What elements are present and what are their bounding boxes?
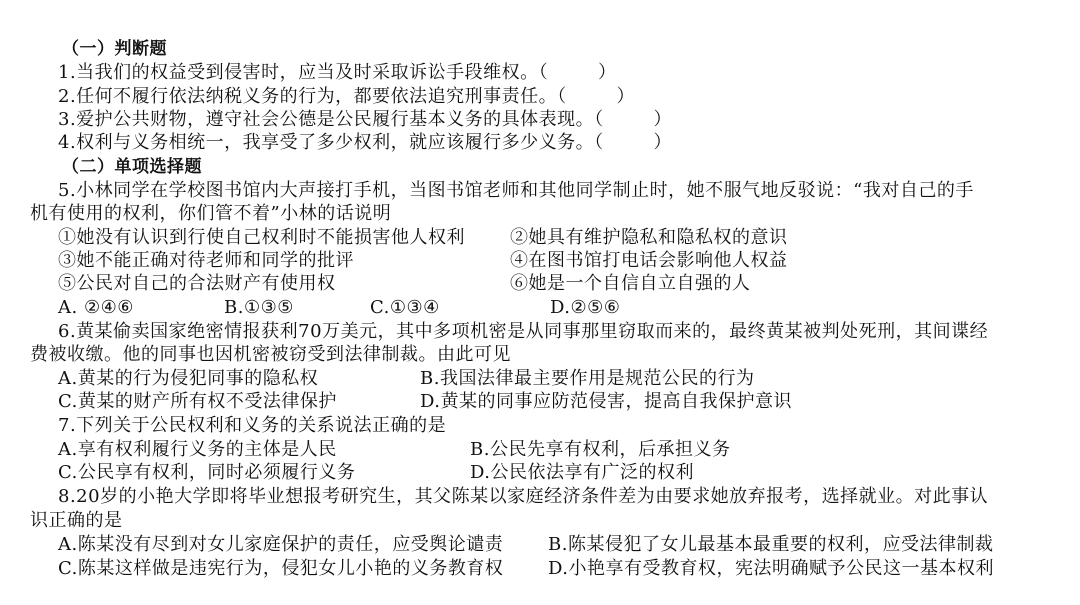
question-5-statement-6: ⑥她是一个自信自立自强的人 xyxy=(510,273,751,294)
question-6-option-a: A.黄某的行为侵犯同事的隐私权 xyxy=(58,368,319,389)
question-6-option-b: B.我国法律最主要作用是规范公民的行为 xyxy=(420,368,755,389)
section-heading-choice: （二）单项选择题 xyxy=(62,157,202,177)
question-7-option-a: A.享有权利履行义务的主体是人民 xyxy=(58,439,337,460)
question-5-statement-1: ①她没有认识到行使自己权利时不能损害他人权利 xyxy=(58,227,465,248)
judgment-item-1: 1.当我们的权益受到侵害时，应当及时采取诉讼手段维权。（ ） xyxy=(58,62,617,83)
question-5-stem-line1: 5.小林同学在学校图书馆内大声接打手机，当图书馆老师和其他同学制止时，她不服气地反驳说：“我对自己的手 xyxy=(58,180,974,201)
question-5-option-a: A. ②④⑥ xyxy=(58,297,134,318)
question-8-stem-line2: 识正确的是 xyxy=(30,510,123,531)
question-5-option-b: B.①③⑤ xyxy=(224,297,294,318)
judgment-item-2: 2.任何不履行依法纳税义务的行为，都要依法追究刑事责任。（ ） xyxy=(58,86,635,107)
question-8-option-a: A.陈某没有尽到对女儿家庭保护的责任，应受舆论谴责 xyxy=(58,534,504,555)
question-5-option-d: D.②⑤⑥ xyxy=(550,297,621,318)
question-8-stem-line1: 8.20岁的小艳大学即将毕业想报考研究生，其父陈某以家庭经济条件差为由要求她放弃报考，选择就业。对此事认 xyxy=(58,486,989,507)
question-7-option-c: C.公民享有权利，同时必须履行义务 xyxy=(58,462,356,483)
question-7-option-b: B.公民先享有权利，后承担义务 xyxy=(470,439,731,460)
question-8-option-b: B.陈某侵犯了女儿最基本最重要的权利，应受法律制裁 xyxy=(548,534,994,555)
judgment-item-4: 4.权利与义务相统一，我享受了多少权利，就应该履行多少义务。（ ） xyxy=(58,132,672,153)
question-5-statement-4: ④在图书馆打电话会影响他人权益 xyxy=(510,250,788,271)
question-7-option-d: D.公民依法享有广泛的权利 xyxy=(470,462,695,483)
question-6-option-d: D.黄某的同事应防范侵害，提高自我保护意识 xyxy=(420,391,793,412)
question-5-statement-2: ②她具有维护隐私和隐私权的意识 xyxy=(510,227,788,248)
question-6-stem-line1: 6.黄某偷卖国家绝密情报获利70万美元，其中多项机密是从同事那里窃取而来的，最终黄某被判处死刑，其间谍经 xyxy=(58,321,989,342)
question-5-statement-3: ③她不能正确对待老师和同学的批评 xyxy=(58,250,354,271)
question-5-option-c: C.①③④ xyxy=(370,297,440,318)
question-8-option-d: D.小艳享有受教育权，宪法明确赋予公民这一基本权利 xyxy=(548,558,995,579)
question-8-option-c: C.陈某这样做是违宪行为，侵犯女儿小艳的义务教育权 xyxy=(58,558,504,579)
question-6-option-c: C.黄某的财产所有权不受法律保护 xyxy=(58,391,337,412)
question-5-statement-5: ⑤公民对自己的合法财产有使用权 xyxy=(58,273,336,294)
question-6-stem-line2: 费被收缴。他的同事也因机密被窃受到法律制裁。由此可见 xyxy=(30,344,511,365)
question-5-stem-line2: 机有使用的权利，你们管不着”小林的话说明 xyxy=(30,203,392,224)
section-heading-judgment: （一）判断题 xyxy=(62,39,167,59)
question-7-stem: 7.下列关于公民权利和义务的关系说法正确的是 xyxy=(58,415,447,436)
judgment-item-3: 3.爱护公共财物，遵守社会公德是公民履行基本义务的具体表现。（ ） xyxy=(58,109,672,130)
